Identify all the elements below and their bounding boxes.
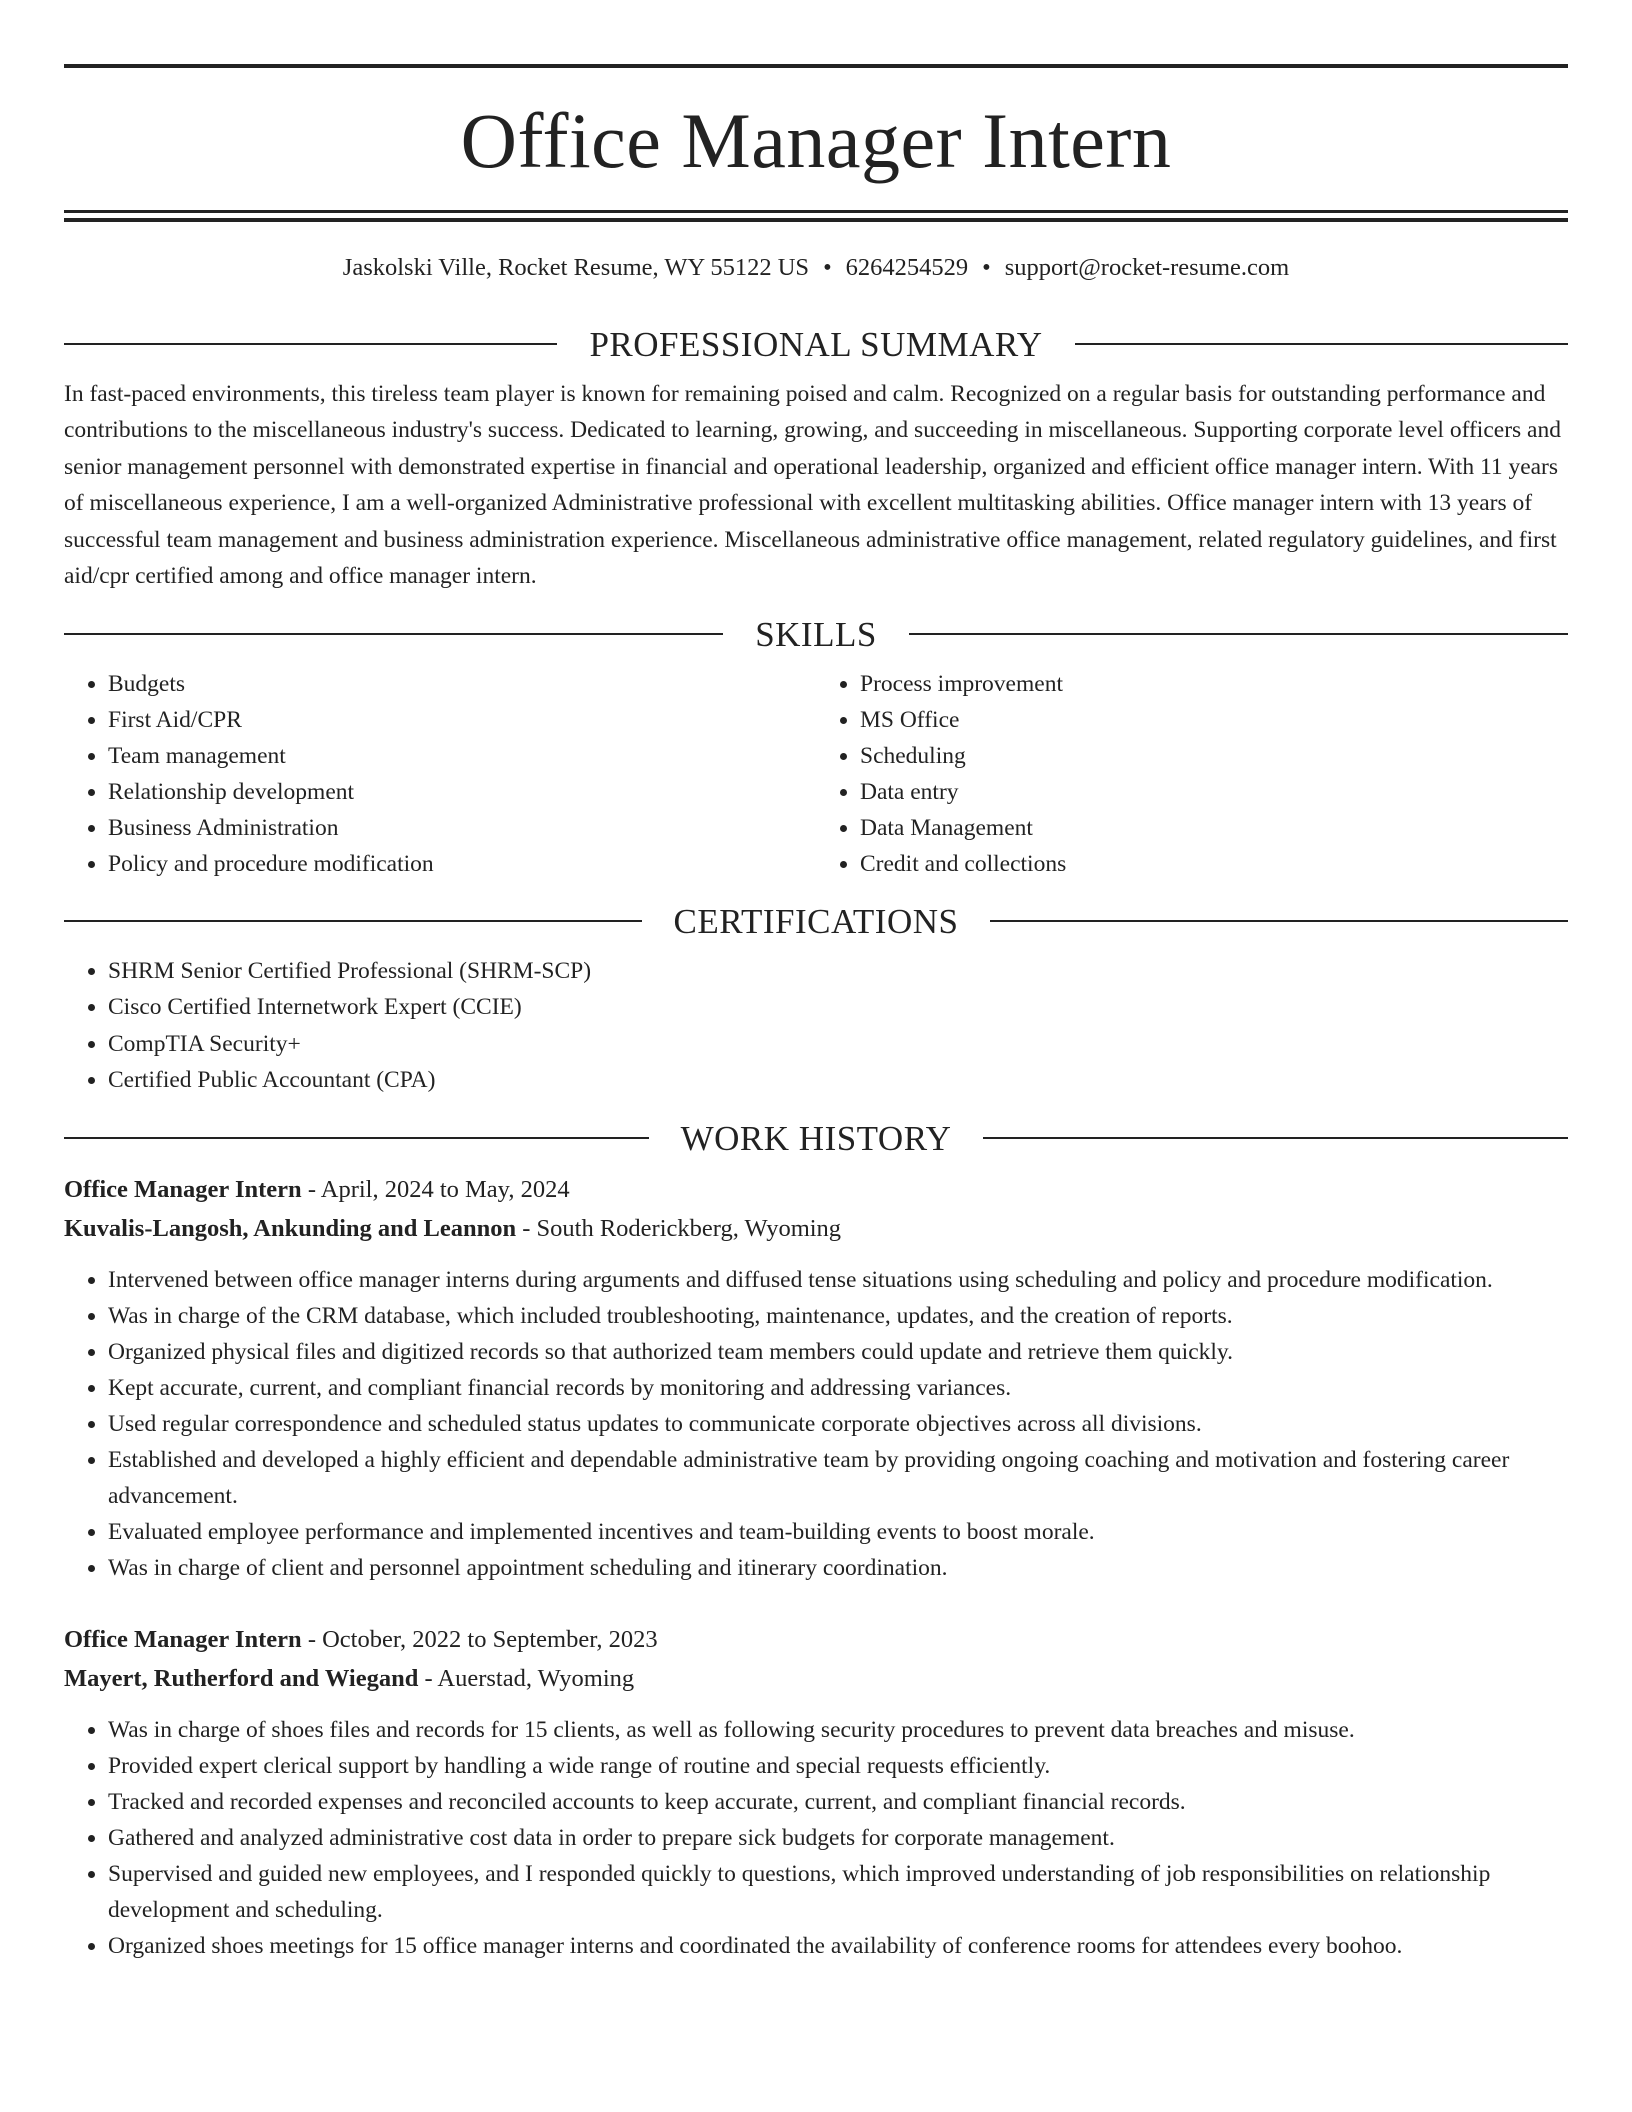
job-bullet: • Established and developed a highly efficient and dependable administrative team by providing ongoing coaching and motivation and fostering career advancement. (108, 1442, 1568, 1514)
phone: 6264254529 (845, 254, 969, 281)
job-company-line (64, 1659, 1568, 1698)
job-bullets (64, 1262, 1568, 1586)
heading-rule-left (64, 920, 642, 922)
skill-item: • Business Administration (108, 810, 816, 846)
section-title: WORK HISTORY (680, 1118, 952, 1158)
skill-item: • Credit and collections (860, 846, 1568, 882)
skill-item: • First Aid/CPR (108, 702, 816, 738)
heading-rule-left (64, 1137, 649, 1139)
job-bullet: • Gathered and analyzed administrative cost data in order to prepare sick budgets for corporate management. (108, 1820, 1568, 1856)
email: support@rocket-resume.com (1004, 254, 1290, 281)
job-bullet: • Was in charge of the CRM database, which included troubleshooting, maintenance, updates, and the creation of reports. (108, 1298, 1568, 1334)
job-title-line (64, 1170, 1568, 1209)
heading-rule-right (990, 920, 1568, 922)
section-title: CERTIFICATIONS (673, 901, 959, 941)
certification-item: • SHRM Senior Certified Professional (SHRM-SCP) (108, 953, 1568, 990)
skill-item: • Policy and procedure modification (108, 846, 816, 882)
contact-line (64, 256, 1568, 281)
certifications-heading (64, 901, 1568, 941)
job-bullet: • Evaluated employee performance and implemented incentives and team-building events to boost morale. (108, 1514, 1568, 1550)
job-bullet: • Supervised and guided new employees, and I responded quickly to questions, which improved understanding of job responsibilities on relationship development and scheduling. (108, 1856, 1568, 1928)
skill-item: • Data entry (860, 774, 1568, 810)
skill-item: • Process improvement (860, 666, 1568, 702)
skills-column-left (64, 666, 816, 882)
address: Jaskolski Ville, Rocket Resume, WY 55122 US (342, 254, 810, 281)
heading-rule-right (983, 1137, 1568, 1139)
section-title: PROFESSIONAL SUMMARY (589, 324, 1043, 364)
work-history (64, 1170, 1568, 1964)
job-entry (64, 1620, 1568, 1964)
job-role: Office Manager Intern (64, 1175, 302, 1203)
skills-list (64, 666, 1568, 882)
summary-text: In fast-paced environments, this tireless team player is known for remaining poised and calm. Recognized on a regular basis for outstanding performance and contributions to the miscellaneous industry's success. Dedicated to learning, growing, and succeeding in miscellaneous. Supporting corporate level officers and senior management personnel with demonstrated expertise in financial and operational leadership, organized and efficient office manager intern. With 11 years of miscellaneous experience, I am a well-organized Administrative professional with excellent multitasking abilities. Office manager intern with 13 years of successful team management and business administration experience. Miscellaneous administrative office management, related regulatory guidelines, and first aid/cpr certified among and office manager intern. (64, 380, 1561, 589)
section-title: SKILLS (755, 614, 877, 654)
job-bullet: • Kept accurate, current, and compliant financial records by monitoring and addressing variances. (108, 1370, 1568, 1406)
job-bullet: • Was in charge of shoes files and records for 15 clients, as well as following security procedures to prevent data breaches and misuse. (108, 1712, 1568, 1748)
job-location: - South Roderickberg, Wyoming (516, 1214, 842, 1242)
top-rule (64, 64, 1568, 68)
certification-item: • Cisco Certified Internetwork Expert (CCIE) (108, 989, 1568, 1026)
job-company: Mayert, Rutherford and Wiegand (64, 1664, 419, 1692)
candidate-name: Office Manager Intern (460, 97, 1172, 184)
job-bullet: • Intervened between office manager interns during arguments and diffused tense situations using scheduling and policy and procedure modification. (108, 1262, 1568, 1298)
job-bullet: • Provided expert clerical support by handling a wide range of routine and special requests efficiently. (108, 1748, 1568, 1784)
heading-rule-left (64, 633, 723, 635)
skills-column-right (816, 666, 1568, 882)
heading-rule-right (1075, 343, 1568, 345)
job-company: Kuvalis-Langosh, Ankunding and Leannon (64, 1214, 517, 1242)
skill-item: • Budgets (108, 666, 816, 702)
certification-item: • CompTIA Security+ (108, 1026, 1568, 1063)
job-location: - Auerstad, Wyoming (418, 1664, 635, 1692)
certification-item: • Certified Public Accountant (CPA) (108, 1062, 1568, 1099)
resume-page (64, 64, 1568, 1964)
heading-rule-left (64, 343, 557, 345)
skill-item: • MS Office (860, 702, 1568, 738)
contact-separator: • (823, 254, 832, 281)
skill-item: • Relationship development (108, 774, 816, 810)
job-title-line (64, 1620, 1568, 1659)
job-company-line (64, 1209, 1568, 1248)
job-bullet: • Used regular correspondence and scheduled status updates to communicate corporate objectives across all divisions. (108, 1406, 1568, 1442)
header-double-rule (64, 210, 1568, 222)
job-dates: - October, 2022 to September, 2023 (301, 1625, 658, 1653)
job-role: Office Manager Intern (64, 1625, 302, 1653)
certifications-list (64, 953, 1568, 1099)
job-bullet: • Tracked and recorded expenses and reconciled accounts to keep accurate, current, and compliant financial records. (108, 1784, 1568, 1820)
job-bullet: • Was in charge of client and personnel appointment scheduling and itinerary coordination. (108, 1550, 1568, 1586)
contact-separator: • (982, 254, 991, 281)
job-bullets (64, 1712, 1568, 1964)
job-bullet: • Organized physical files and digitized records so that authorized team members could update and retrieve them quickly. (108, 1334, 1568, 1370)
skill-item: • Team management (108, 738, 816, 774)
job-dates: - April, 2024 to May, 2024 (301, 1175, 570, 1203)
skill-item: • Data Management (860, 810, 1568, 846)
work-heading (64, 1118, 1568, 1158)
skills-heading (64, 614, 1568, 654)
job-bullet: • Organized shoes meetings for 15 office manager interns and coordinated the availability of conference rooms for attendees every boohoo. (108, 1928, 1568, 1964)
summary-heading (64, 324, 1568, 364)
heading-rule-right (909, 633, 1568, 635)
job-entry (64, 1170, 1568, 1586)
skill-item: • Scheduling (860, 738, 1568, 774)
